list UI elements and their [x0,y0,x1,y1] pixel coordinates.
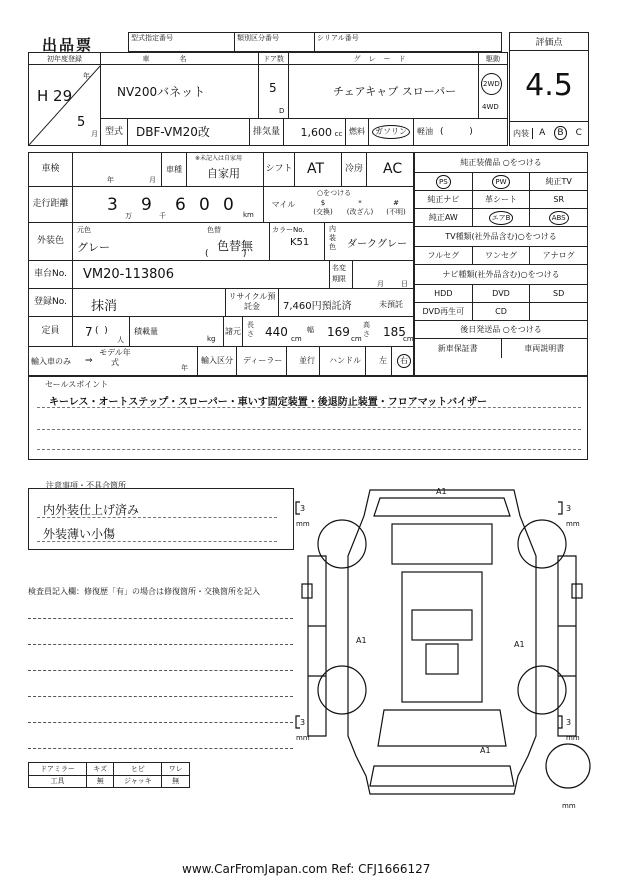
sales-label: セールスポイント [45,380,109,389]
width-value: 169 [327,325,350,339]
recycle-unpaid: 未預託 [379,300,403,309]
name-change-label: 名変期限 [329,261,353,288]
score-box [509,32,589,146]
shaken-label: 車検 [29,153,73,186]
load-label: 積載量 [129,317,169,346]
shift-label: シフト [263,153,295,186]
sales-text: キーレス・オートステップ・スローパー・車いす固定装置・後退防止装置・フロアマットバイザー [49,397,488,408]
kg-unit: kg [207,335,216,343]
mileage-digit-2: 9 [141,195,152,215]
car-damage-diagram [292,476,592,806]
score-value: 4.5 [510,51,589,122]
missing-header-mirror: ドアミラー [29,763,87,776]
tire-mm-spare: mm [562,802,576,810]
damage-mark-left: A1 [356,636,367,645]
doc-title: 出品票 [42,36,94,54]
shaken-year: 年 [107,176,114,184]
model-year-label: モデル年式 [99,348,131,367]
score-label: 評価点 [510,33,589,51]
unknown-top: # [393,199,399,207]
tire-depth-rl: 3 [300,718,306,727]
grade-value: チェアキャブ スローパー [333,85,457,98]
reg-value: 抹消 [91,299,118,314]
capacity-unit: 人 [117,336,124,344]
dealer-option: ディーラー [243,347,287,375]
interior-grade-a: A [539,128,546,139]
fuel-gasoline: ガソリン [372,125,410,139]
damage-mark-front: A1 [436,487,447,496]
width-cm: cm [351,335,362,343]
original-color-label: 元色 [77,226,91,234]
mileage-digit-1: 3 [107,195,118,215]
shaken-month: 月 [149,176,156,184]
displacement-label: 排気量 [250,119,284,145]
inspector-label: 検査員記入欄：修復歴「有」の場合は修復箇所・交換箇所を記入 [28,587,260,596]
handle-label: ハンドル [325,347,366,375]
missing-header-hibi: ヒビ [114,763,162,776]
height-label: 高さ [363,321,370,338]
import-label: 輸入車のみ [31,357,71,366]
tv-analog: アナログ [542,251,575,260]
drive-2wd: 2WD [481,73,502,95]
parallel-option: 並行 [295,347,320,375]
usage-note: ※未記入は自家用 [195,155,243,162]
unknown-bottom: (不明) [386,208,406,216]
first-reg-label: 初年度登録 [29,53,100,65]
first-reg-era: H 29 [37,87,73,105]
navi-hdd: HDD [415,285,473,302]
current-color: 色替無 [217,239,254,253]
vehicle-block: 初年度登録 年 H 29 5 月 車名 NV200バネット ドア数 5 D グレード チェアキャブ スローパー 駆動 2WD 4WD 型式 DBF-VM20改 排気量 1,600 cc 燃料 ガソリン 軽油 ( ) [28,52,508,146]
sales-block [28,376,588,460]
color-label: 外装色 [29,223,73,260]
tv-title: TV種類(社外品含む)○をつける [415,227,587,247]
later-manual: 車両説明書 [524,344,565,353]
width-label: 幅 [307,326,314,334]
notes-label: 注意事項・不具合箇所 [46,481,126,490]
doors-suffix: D [279,107,285,115]
first-reg-month: 5 [77,115,86,130]
interior-grade-c: C [575,128,582,139]
sen-unit: 千 [159,212,166,220]
light-oil-label: 軽油 [413,119,436,145]
equip-aw: 純正AW [415,209,473,226]
tamper-top: * [358,199,362,207]
km-unit: km [243,211,254,219]
doors-value: 5 [269,81,277,95]
colorno-label: カラーNo. [272,226,305,234]
tv-fullseg: フルセグ [415,247,473,264]
later-warranty: 新車保証書 [415,339,502,358]
int-color-value: ダークグレー [347,239,407,250]
note-line-1: 内外装仕上げ済み [43,503,140,517]
interior-label: 内装 [510,128,533,139]
usage-value: 自家用 [207,167,240,180]
model-value: DBF-VM20改 [128,119,250,145]
exchange-top: $ [320,199,326,207]
missing-jack-label: ジャッキ [114,775,162,788]
height-cm: cm [403,335,414,343]
missing-tools-value: 無 [86,775,113,788]
recycle-label: リサイクル預託金 [225,289,279,316]
equip-ps: PS [436,175,451,189]
later-title: 後日発送品 ○をつける [415,321,587,339]
chassis-value: VM20-113806 [83,267,174,282]
equipment-block [414,152,588,376]
tamper-bottom: (改ざん) [346,208,374,216]
aircon-value: AC [383,161,403,177]
tire-mm-fr: mm [566,520,580,528]
year-unit: 年 [83,72,90,80]
exchange-bottom: (交換) [313,208,333,216]
katashiki-label: 型式指定番号 [129,33,235,52]
note-line-2: 外装薄い小傷 [43,527,116,541]
serial-label: シリアル番号 [315,33,502,52]
fuel-label: 燃料 [346,119,369,145]
int-color-label: 内装色 [329,225,336,251]
tire-mm-fl: mm [296,520,310,528]
navi-sd: SD [553,289,565,298]
month-unit: 月 [91,130,98,138]
shift-value: AT [307,161,325,177]
height-value: 185 [383,325,406,339]
original-color: グレー [77,241,110,254]
equip-pw: PW [492,175,509,189]
missing-jack-value: 無 [162,775,190,788]
missing-header-kizu: キズ [86,763,113,776]
equip-leather: 革シート [473,191,531,208]
recycle-value: 7,460円預託済 [283,301,352,312]
mile-label: マイル [263,187,303,222]
equip-abs: ABS [549,211,569,225]
doors-label: ドア数 [259,53,288,65]
shashu-label: 車種 [161,153,187,186]
mileage-digit-5: 0 [223,195,234,215]
length-value: 440 [265,325,288,339]
colorno-value: K51 [290,237,310,248]
genuine-title: 純正装備品 ○をつける [415,153,587,173]
name-label: 車名 [101,53,258,65]
length-cm: cm [291,335,302,343]
navi-title: ナビ種類(社外品含む)○をつける [415,265,587,285]
notes-box [28,488,294,550]
model-label: 型式 [101,119,128,145]
missing-tools-label: 工具 [29,775,87,788]
chassis-label: 車台No. [29,261,73,288]
mileage-label: 走行距離 [29,187,73,222]
mileage-circle-note: ○をつける [317,189,352,197]
mileage-digit-3: 6 [175,195,186,215]
import-type-label: 輸入区分 [197,347,237,375]
handle-left: 左 [375,347,392,375]
tire-mm-rr: mm [566,734,580,742]
length-label: 長さ [247,321,254,338]
vehicle-name: NV200バネット [117,85,206,99]
header-id-table [128,32,502,52]
tire-mm-rl: mm [296,734,310,742]
ruibetsu-label: 類別区分番号 [235,33,315,52]
tire-depth-rr: 3 [566,718,572,727]
man-unit: 万 [125,212,132,220]
tire-depth-fl: 3 [300,504,306,513]
dims-label: 諸元 [223,317,243,346]
damage-mark-right: A1 [514,640,525,649]
cc-unit: cc [332,119,346,145]
current-color-label: 色替 [207,226,221,234]
tv-oneseg: ワンセグ [473,247,531,264]
equip-airbag: エアB [489,211,514,225]
capacity-label: 定員 [29,317,73,346]
inspection-block: 車検 年 月 車種 ※未記入は自家用 自家用 シフト AT 冷房 AC 走行距離 3 万 9 千 6 0 0 km ○をつける マイル $ (交換) * (改ざん) # (不明) 外装色 元色 グレー 色替 色替無 ( ) カラーNo. K51 内装色 ダークグレー 車台No. VM20-113806 名変期限 月 日 登録No. 抹消 リサイクル預託金 7,460円預託済 未預託 定員 7 ( ) 人 積載量 kg 諸元 長さ 440 cm 幅 169 cm 高さ 185 cm 輸入車のみ ⇒ モデル年式 年 輸入区分 ディーラー 並行 ハンドル 左 右 [28,152,414,376]
reg-label: 登録No. [29,289,73,316]
drive-label: 駆動 [479,53,507,65]
footer-ref: www.CarFromJapan.com Ref: CFJ1666127 [182,862,431,876]
aircon-label: 冷房 [341,153,367,186]
navi-cd: CD [473,303,531,320]
damage-mark-rear: A1 [480,746,491,755]
drive-4wd: 4WD [482,103,499,111]
handle-right: 右 [397,354,411,368]
equip-sr: SR [553,195,564,204]
mileage-digit-4: 0 [199,195,210,215]
equip-tv: 純正TV [545,177,572,186]
capacity-value: 7 [85,325,93,339]
navi-dvd-play: DVD再生可 [415,303,473,320]
grade-label: グレード [289,53,478,65]
missing-items-table [28,762,190,788]
displacement-value: 1,600 [300,125,333,139]
tire-depth-fr: 3 [566,504,572,513]
missing-header-ware: ワレ [162,763,190,776]
navi-dvd: DVD [473,285,531,302]
interior-grade-b: B [554,126,566,140]
equip-navi: 純正ナビ [415,191,473,208]
